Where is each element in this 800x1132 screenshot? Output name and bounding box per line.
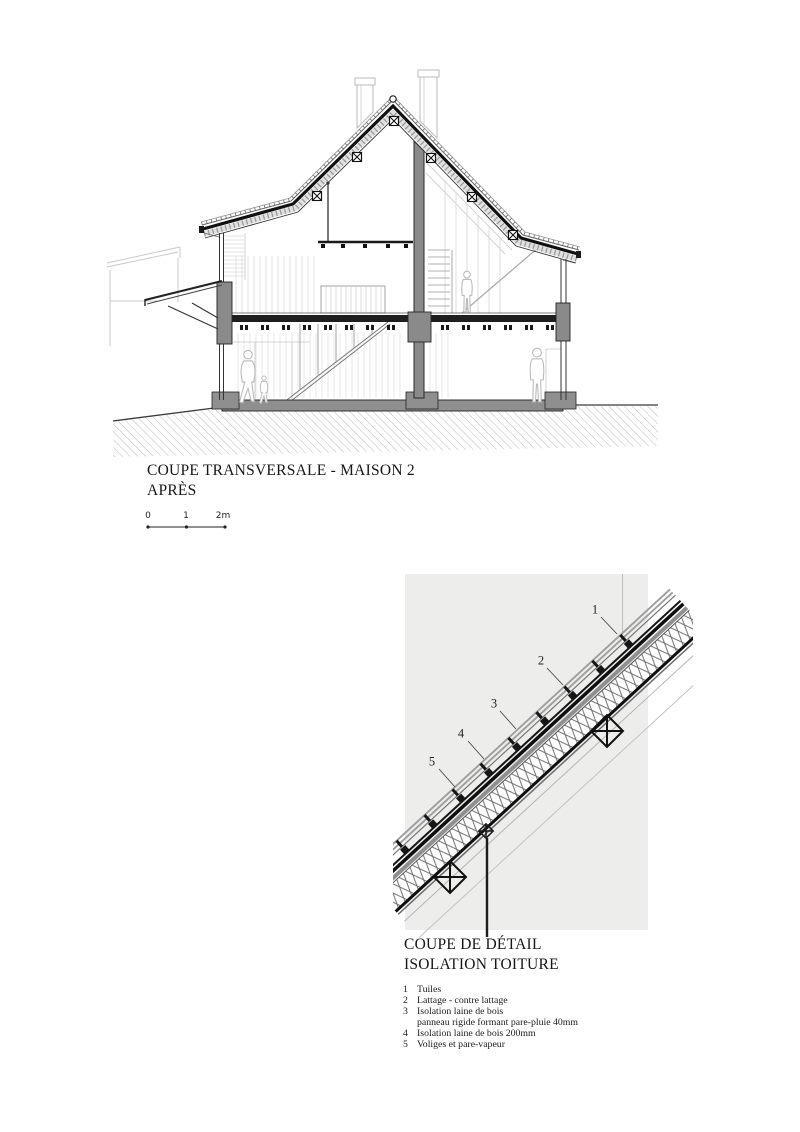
main-title-block [147, 461, 415, 501]
interior-boarding-upper [236, 250, 314, 315]
main-drawing-title: COUPE TRANSVERSALE - MAISON 2 [147, 462, 415, 479]
ground [113, 392, 658, 457]
suspended-bar [318, 181, 413, 248]
center-wall [408, 141, 431, 398]
scale-label-2m: 2m [215, 511, 231, 521]
figure-adult-walking [240, 350, 255, 403]
legend-item: 3 Isolation laine de bois [403, 1006, 504, 1017]
callout-3: 3 [490, 696, 498, 711]
legend-item-continuation: panneau rigide formant pare-pluie 40mm [417, 1017, 579, 1028]
figure-adult-standing [530, 348, 544, 402]
lower-stair [279, 322, 390, 408]
scale-label-1: 1 [183, 511, 189, 521]
figures [240, 271, 544, 403]
scale-label-0: 0 [145, 511, 151, 521]
detail-title-line2: ISOLATION TOITURE [404, 956, 559, 973]
legend-item: 4 Isolation laine de bois 200mm [403, 1028, 536, 1039]
callout-2: 2 [537, 653, 545, 668]
stair-guardrail [321, 286, 385, 313]
detail-title-block [404, 935, 559, 975]
legend-item: 2 Lattage - contre lattage [403, 995, 508, 1006]
callout-1: 1 [591, 602, 599, 617]
scale-bar-graphic [146, 525, 226, 528]
interior-lower [233, 333, 561, 399]
cross-section [107, 70, 658, 457]
legend-item: 1 Tuiles [403, 984, 442, 995]
callout-4: 4 [457, 726, 465, 741]
detail-title-line1: COUPE DE DÉTAIL [404, 936, 542, 953]
legend-item: 5 Voliges et pare-vapeur [403, 1039, 505, 1050]
floor-deck [222, 313, 563, 328]
figure-child-walking [260, 376, 268, 404]
callout-5: 5 [428, 754, 436, 769]
right-wall [556, 253, 578, 400]
main-drawing-subtitle: APRÈS [147, 482, 197, 499]
background-building [107, 247, 180, 346]
canopy [145, 281, 222, 329]
detail-legend [403, 984, 578, 1050]
roof-detail [360, 574, 729, 938]
